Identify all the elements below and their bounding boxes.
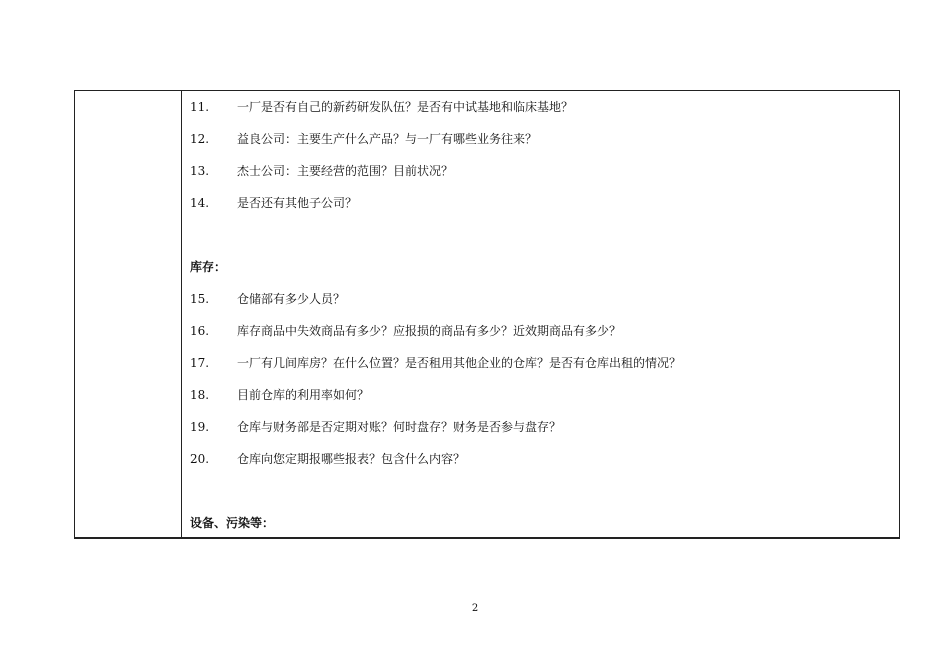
item-number: 17. bbox=[190, 356, 210, 370]
table-content-cell bbox=[182, 91, 899, 537]
item-text: 仓储部有多少人员？ bbox=[237, 292, 346, 306]
page-number: 2 bbox=[471, 603, 479, 614]
item-number: 20. bbox=[190, 452, 210, 466]
item-text: 是否还有其他子公司？ bbox=[237, 196, 358, 210]
item-text: 一厂是否有自己的新药研发队伍？是否有中试基地和临床基地？ bbox=[237, 100, 574, 114]
item-number: 11. bbox=[190, 100, 210, 114]
item-number: 14. bbox=[190, 196, 210, 210]
document-table bbox=[74, 90, 900, 539]
item-text: 目前仓库的利用率如何？ bbox=[237, 388, 370, 402]
item-text: 库存商品中失效商品有多少？应报损的商品有多少？近效期商品有多少？ bbox=[237, 324, 622, 338]
item-number: 12. bbox=[190, 132, 210, 146]
item-text: 一厂有几间库房？在什么位置？是否租用其他企业的仓库？是否有仓库出租的情况？ bbox=[237, 356, 682, 370]
item-text: 仓库向您定期报哪些报表？包含什么内容？ bbox=[237, 452, 466, 466]
section-heading-inventory: 库存： bbox=[190, 260, 227, 274]
item-text: 益良公司：主要生产什么产品？与一厂有哪些业务往来？ bbox=[237, 132, 538, 146]
item-number: 15. bbox=[190, 292, 210, 306]
item-number: 19. bbox=[190, 420, 210, 434]
item-text: 仓库与财务部是否定期对账？何时盘存？财务是否参与盘存？ bbox=[237, 420, 562, 434]
item-number: 13. bbox=[190, 164, 210, 178]
item-number: 18. bbox=[190, 388, 210, 402]
section-heading-equipment: 设备、污染等： bbox=[190, 516, 275, 530]
item-text: 杰士公司：主要经营的范围？目前状况？ bbox=[237, 164, 454, 178]
table-left-cell bbox=[75, 91, 182, 537]
item-number: 16. bbox=[190, 324, 210, 338]
